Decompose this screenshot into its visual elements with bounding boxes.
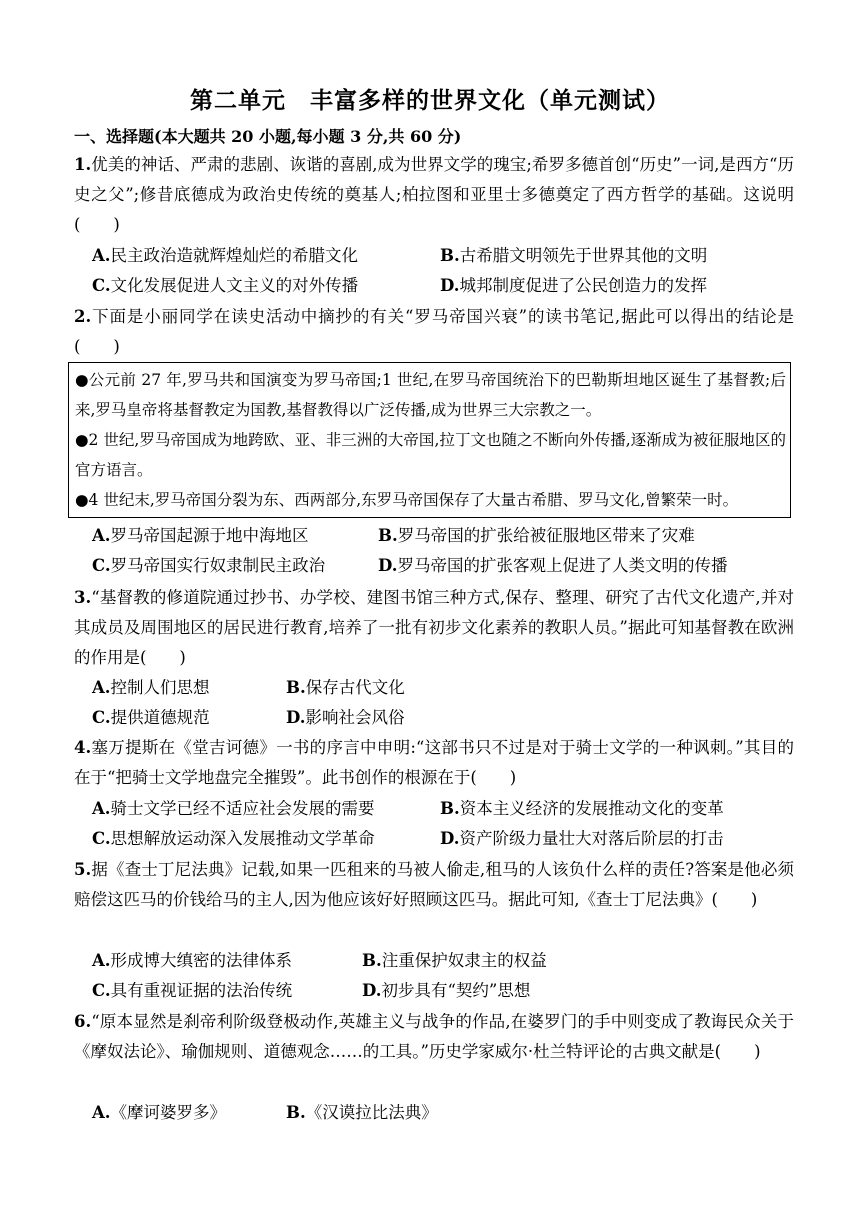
note-item: ●4 世纪末,罗马帝国分裂为东、西两部分,东罗马帝国保存了大量古希腊、罗马文化,曾繁荣一时。 [75, 491, 739, 509]
question-number: 2. [74, 307, 92, 326]
option-4a[interactable]: A.骑士文学已经不适应社会发展的需要 [92, 799, 375, 818]
option-4b[interactable]: B.资本主义经济的发展推动文化的变革 [440, 799, 724, 818]
option-1a[interactable]: A.民主政治造就辉煌灿烂的希腊文化 [92, 246, 359, 265]
question-5 [74, 855, 794, 915]
page-title: 第二单元 丰富多样的世界文化（单元测试） [190, 88, 670, 114]
option-2a[interactable]: A.罗马帝国起源于地中海地区 [92, 526, 309, 545]
option-5c[interactable]: C.具有重视证据的法治传统 [92, 981, 293, 1000]
option-6a[interactable]: A.《摩诃婆罗多》 [92, 1103, 227, 1122]
option-5b[interactable]: B.注重保护奴隶主的权益 [362, 951, 547, 970]
question-6 [74, 1007, 794, 1067]
section-heading: 一、选择题(本大题共 20 小题,每小题 3 分,共 60 分) [74, 127, 462, 146]
question-stem: “原本显然是刹帝利阶级登极动作,英雄主义与战争的作品,在婆罗门的手中则变成了教诲民众关于《摩奴法论》、瑜伽规则、道德观念……的工具。”历史学家威尔·杜兰特评论的古典文献是( ) [74, 1012, 794, 1061]
option-3a[interactable]: A.控制人们思想 [92, 678, 210, 697]
question-number: 5. [74, 860, 92, 879]
question-stem: 塞万提斯在《堂吉诃德》一书的序言中申明:“这部书只不过是对于骑士文学的一种讽刺。”其目的在于“把骑士文学地盘完全摧毁”。此书创作的根源在于( ) [74, 738, 794, 787]
question-stem: 下面是小丽同学在读史活动中摘抄的有关“罗马帝国兴衰”的读书笔记,据此可以得出的结论是( ) [74, 307, 794, 356]
question-2 [74, 302, 794, 362]
option-4d[interactable]: D.资产阶级力量壮大对落后阶层的打击 [440, 829, 724, 848]
option-5a[interactable]: A.形成博大缜密的法律体系 [92, 951, 293, 970]
question-number: 3. [74, 588, 92, 607]
note-item: ●2 世纪,罗马帝国成为地跨欧、亚、非三洲的大帝国,拉丁文也随之不断向外传播,逐渐成为被征服地区的官方语言。 [75, 431, 786, 479]
option-3b[interactable]: B.保存古代文化 [286, 678, 405, 697]
option-2d[interactable]: D.罗马帝国的扩张客观上促进了人类文明的传播 [378, 556, 728, 575]
option-1b[interactable]: B.古希腊文明领先于世界其他的文明 [440, 246, 708, 265]
question-stem: 优美的神话、严肃的悲剧、诙谐的喜剧,成为世界文学的瑰宝;希罗多德首创“历史”一词,是西方“历史之父”;修昔底德成为政治史传统的奠基人;柏拉图和亚里士多德奠定了西方哲学的基础。这说明( ) [74, 155, 794, 234]
question-number: 1. [74, 155, 92, 174]
note-item: ●公元前 27 年,罗马共和国演变为罗马帝国;1 世纪,在罗马帝国统治下的巴勒斯坦地区诞生了基督教;后来,罗马皇帝将基督教定为国教,基督教得以广泛传播,成为世界三大宗教之一。 [75, 371, 786, 419]
question-stem: 据《查士丁尼法典》记载,如果一匹租来的马被人偷走,租马的人该负什么样的责任?答案是他必须赔偿这匹马的价钱给马的主人,因为他应该好好照顾这匹马。据此可知,《查士丁尼法典》( ) [74, 860, 794, 909]
question-4 [74, 733, 794, 793]
question-stem: “基督教的修道院通过抄书、办学校、建图书馆三种方式,保存、整理、研究了古代文化遗产,并对其成员及周围地区的居民进行教育,培养了一批有初步文化素养的教职人员。”据此可知基督教在欧洲的作用是( ) [74, 588, 794, 667]
option-1c[interactable]: C.文化发展促进人文主义的对外传播 [92, 276, 359, 295]
option-2b[interactable]: B.罗马帝国的扩张给被征服地区带来了灾难 [378, 526, 695, 545]
option-5d[interactable]: D.初步具有“契约”思想 [362, 981, 531, 1000]
question-number: 6. [74, 1012, 92, 1031]
option-3c[interactable]: C.提供道德规范 [92, 708, 210, 727]
option-6b[interactable]: B.《汉谟拉比法典》 [286, 1103, 438, 1122]
question-number: 4. [74, 738, 92, 757]
option-2c[interactable]: C.罗马帝国实行奴隶制民主政治 [92, 556, 326, 575]
question-1 [74, 150, 794, 240]
question-3 [74, 583, 794, 673]
option-1d[interactable]: D.城邦制度促进了公民创造力的发挥 [440, 276, 707, 295]
option-3d[interactable]: D.影响社会风俗 [286, 708, 405, 727]
option-4c[interactable]: C.思想解放运动深入发展推动文学革命 [92, 829, 375, 848]
reading-notes-box [68, 362, 791, 518]
